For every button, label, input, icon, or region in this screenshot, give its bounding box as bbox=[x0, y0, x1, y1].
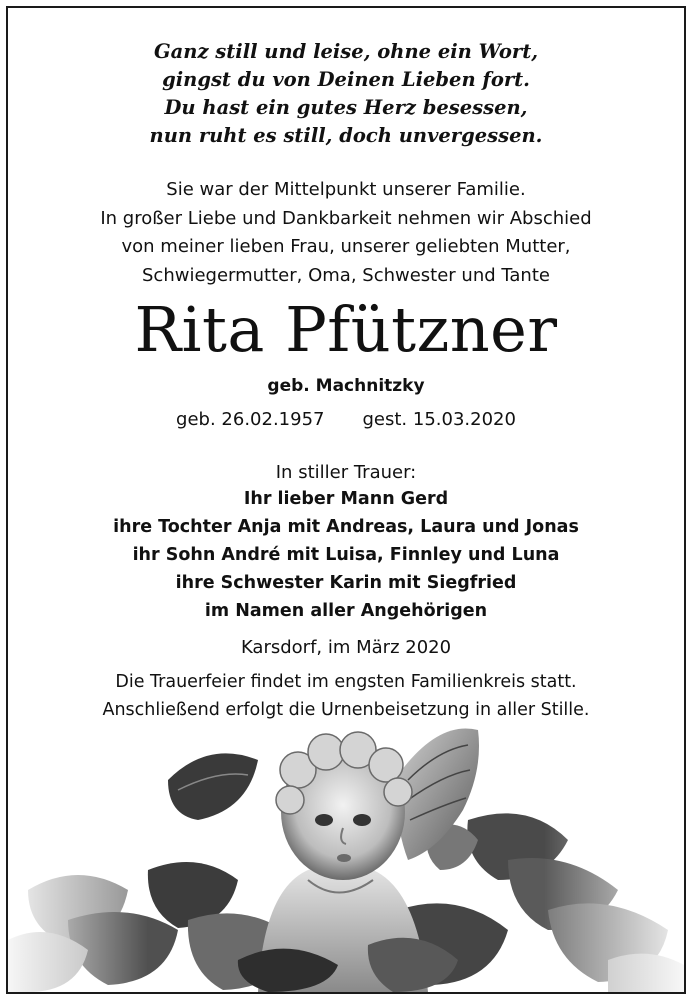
mourning-intro: In stiller Trauer: bbox=[275, 462, 417, 483]
notice-line: Anschließend erfolgt die Urnenbeisetzung in aller Stille. bbox=[102, 700, 590, 720]
mourners-list bbox=[8, 485, 684, 625]
poem-line: nun ruht es still, doch unvergessen. bbox=[149, 124, 543, 147]
intro-line: Schwiegermutter, Oma, Schwester und Tante bbox=[142, 264, 550, 286]
funeral-notice bbox=[8, 668, 684, 724]
mourner-line: ihre Tochter Anja mit Andreas, Laura und Jonas bbox=[113, 517, 579, 537]
maiden-name: geb. Machnitzky bbox=[267, 376, 425, 396]
intro-line: Sie war der Mittelpunkt unserer Familie. bbox=[166, 179, 526, 200]
death-date: gest. 15.03.2020 bbox=[362, 409, 516, 430]
poem-line: gingst du von Deinen Lieben fort. bbox=[162, 68, 530, 91]
intro-text bbox=[8, 176, 684, 290]
mourner-line: im Namen aller Angehörigen bbox=[204, 601, 488, 621]
poem-line: Ganz still und leise, ohne ein Wort, bbox=[153, 40, 538, 63]
obituary-card bbox=[6, 6, 686, 994]
notice-line: Die Trauerfeier findet im engsten Familienkreis statt. bbox=[115, 672, 577, 692]
poem-line: Du hast ein gutes Herz besessen, bbox=[164, 96, 528, 119]
deceased-name: Rita Pfützner bbox=[134, 293, 558, 366]
poem bbox=[8, 38, 684, 150]
mourner-line: ihre Schwester Karin mit Siegfried bbox=[175, 573, 517, 593]
mourner-line: Ihr lieber Mann Gerd bbox=[243, 489, 449, 509]
intro-line: In großer Liebe und Dankbarkeit nehmen wir Abschied bbox=[100, 207, 592, 229]
intro-line: von meiner lieben Frau, unserer geliebten Mutter, bbox=[121, 236, 571, 257]
angel-photo bbox=[8, 720, 684, 992]
life-dates bbox=[8, 406, 684, 434]
birth-date: geb. 26.02.1957 bbox=[176, 409, 325, 430]
place-date: Karsdorf, im März 2020 bbox=[240, 637, 452, 658]
mourner-line: ihr Sohn André mit Luisa, Finnley und Luna bbox=[132, 545, 560, 565]
